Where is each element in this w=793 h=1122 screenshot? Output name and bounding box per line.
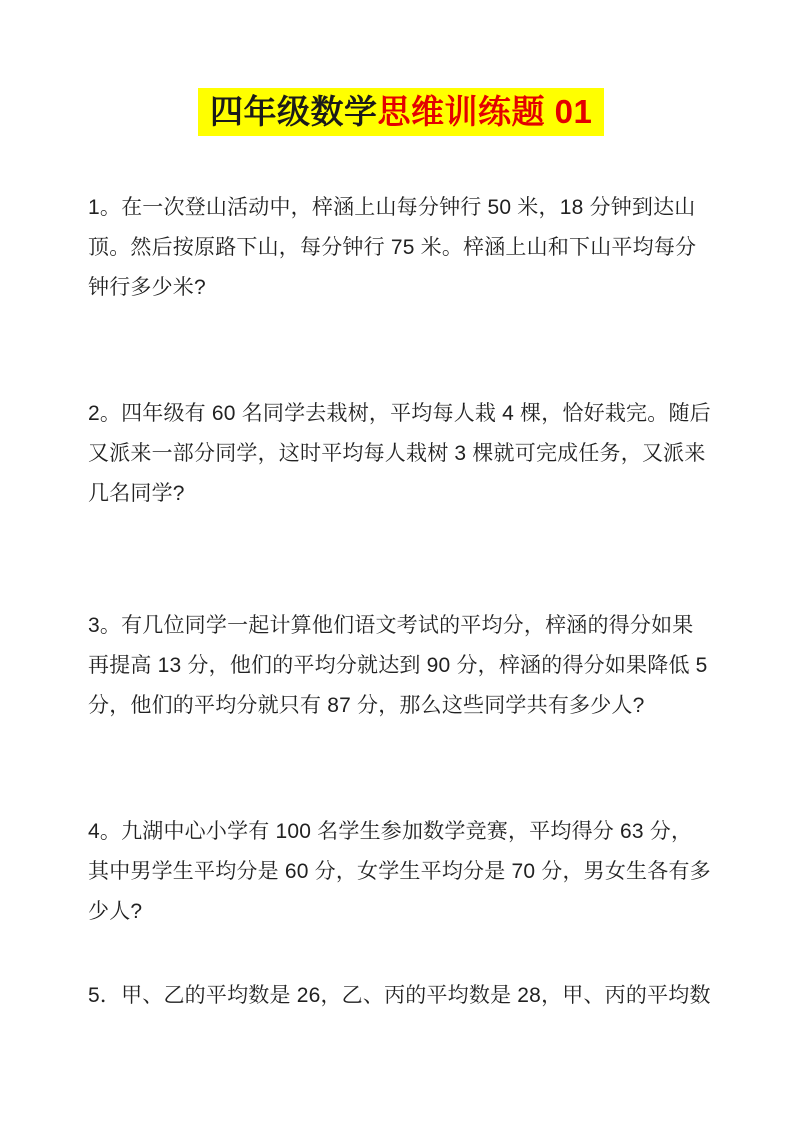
question-block-4 bbox=[88, 812, 718, 932]
question-1-line-2: 顶。然后按原路下山，每分钟行 75 米。梓涵上山和下山平均每分 bbox=[88, 236, 697, 259]
question-3-line-3: 分，他们的平均分就只有 87 分，那么这些同学共有多少人? bbox=[88, 694, 645, 717]
title-topic-text: 思维训练题 01 bbox=[377, 93, 593, 130]
question-3-line-2: 再提高 13 分，他们的平均分就达到 90 分，梓涵的得分如果降低 5 bbox=[88, 654, 708, 677]
question-block-2 bbox=[88, 394, 718, 514]
question-2-line-1: 2。四年级有 60 名同学去栽树，平均每人栽 4 棵，恰好栽完。随后 bbox=[88, 402, 711, 425]
question-2-line-3: 几名同学? bbox=[88, 482, 185, 505]
question-4-line-3: 少人? bbox=[88, 900, 143, 923]
question-5-line-1: 5．甲、乙的平均数是 26，乙、丙的平均数是 28，甲、丙的平均数 bbox=[88, 984, 711, 1007]
title-grade-text: 四年级数学 bbox=[210, 93, 378, 130]
question-1-line-1: 1。在一次登山活动中，梓涵上山每分钟行 50 米，18 分钟到达山 bbox=[88, 196, 696, 219]
question-4-line-2: 其中男学生平均分是 60 分，女学生平均分是 70 分，男女生各有多 bbox=[88, 860, 711, 883]
question-block-5 bbox=[88, 976, 718, 1016]
worksheet-title bbox=[198, 88, 604, 136]
question-3-line-1: 3。有几位同学一起计算他们语文考试的平均分，梓涵的得分如果 bbox=[88, 614, 694, 637]
question-1-line-3: 钟行多少米? bbox=[88, 276, 206, 299]
question-block-1 bbox=[88, 188, 718, 308]
question-2-line-2: 又派来一部分同学，这时平均每人栽树 3 棵就可完成任务，又派来 bbox=[88, 442, 706, 465]
question-4-line-1: 4。九湖中心小学有 100 名学生参加数学竞赛，平均得分 63 分， bbox=[88, 820, 693, 843]
question-block-3 bbox=[88, 606, 718, 726]
